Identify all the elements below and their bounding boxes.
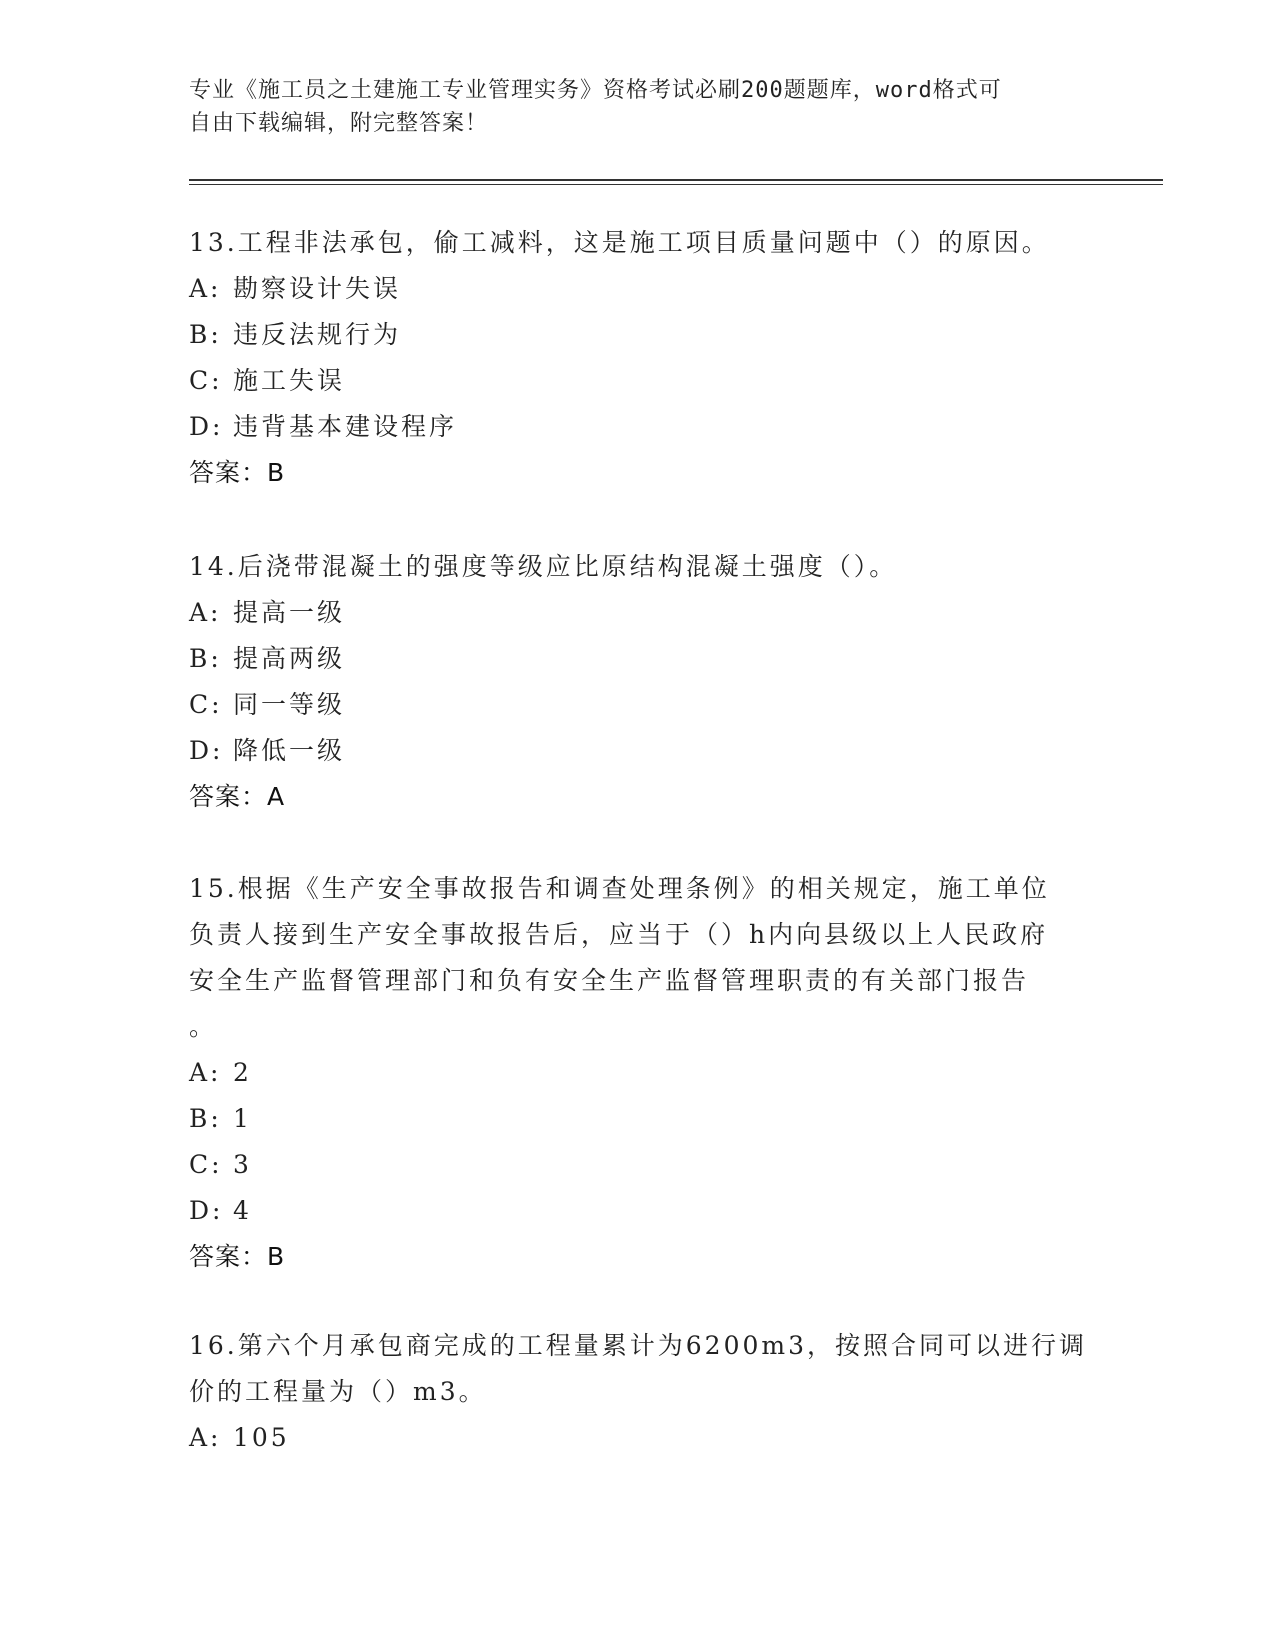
option-text: 施工失误 [233, 366, 346, 395]
option-letter: A: [189, 1058, 222, 1087]
option-b [189, 636, 1089, 682]
option-letter: A: [189, 274, 222, 303]
option-letter: A: [189, 1423, 222, 1452]
option-text: 违反法规行为 [233, 320, 402, 349]
option-c [189, 682, 1089, 728]
option-a [189, 590, 1089, 636]
option-letter: B: [189, 320, 222, 349]
answer-line: 答案：A [189, 782, 286, 811]
header-divider-thin [189, 184, 1163, 185]
option-letter: D: [189, 736, 224, 765]
header-line-1: 专业《施工员之土建施工专业管理实务》资格考试必刷200题题库，word格式可 [189, 78, 1002, 103]
question-13 [189, 220, 1089, 496]
option-text: 3 [233, 1150, 252, 1179]
option-letter: D: [189, 1196, 224, 1225]
question-text: 14.后浇带混凝土的强度等级应比原结构混凝土强度（）。 [189, 552, 898, 581]
question-text-line-1: 16.第六个月承包商完成的工程量累计为6200m3，按照合同可以进行调 [189, 1331, 1087, 1360]
option-letter: B: [189, 644, 222, 673]
question-15 [189, 866, 1089, 1280]
option-a [189, 1415, 1089, 1461]
option-d [189, 728, 1089, 774]
question-text-line-2: 价的工程量为（）m3。 [189, 1377, 487, 1406]
question-text-line-1: 15.根据《生产安全事故报告和调查处理条例》的相关规定，施工单位 [189, 874, 1050, 903]
header-divider-thick [189, 179, 1163, 181]
header-line-2: 自由下载编辑，附完整答案！ [189, 111, 489, 136]
option-text: 降低一级 [233, 736, 346, 765]
option-a [189, 266, 1089, 312]
question-14 [189, 544, 1089, 820]
answer-line: 答案：B [189, 1242, 286, 1271]
option-d [189, 1188, 1089, 1234]
option-text: 同一等级 [233, 690, 346, 719]
question-text-line-2: 负责人接到生产安全事故报告后，应当于（）h内向县级以上人民政府 [189, 920, 1049, 949]
option-letter: C: [189, 690, 223, 719]
option-text: 105 [233, 1423, 290, 1452]
option-letter: B: [189, 1104, 222, 1133]
option-b [189, 312, 1089, 358]
answer-line: 答案：B [189, 458, 286, 487]
option-text: 勘察设计失误 [233, 274, 402, 303]
option-letter: C: [189, 366, 223, 395]
option-letter: C: [189, 1150, 223, 1179]
option-text: 2 [233, 1058, 252, 1087]
question-text-line-4: 。 [189, 1012, 218, 1041]
option-c [189, 1142, 1089, 1188]
option-b [189, 1096, 1089, 1142]
option-text: 违背基本建设程序 [233, 412, 458, 441]
option-text: 1 [233, 1104, 252, 1133]
option-d [189, 404, 1089, 450]
option-a [189, 1050, 1089, 1096]
option-text: 提高两级 [233, 644, 346, 673]
document-header [189, 74, 1089, 140]
question-16 [189, 1323, 1089, 1461]
option-letter: D: [189, 412, 224, 441]
question-text-line-3: 安全生产监督管理部门和负有安全生产监督管理职责的有关部门报告 [189, 966, 1030, 995]
question-text: 13.工程非法承包，偷工减料，这是施工项目质量问题中（）的原因。 [189, 228, 1050, 257]
option-text: 提高一级 [233, 598, 346, 627]
option-c [189, 358, 1089, 404]
option-letter: A: [189, 598, 222, 627]
option-text: 4 [233, 1196, 252, 1225]
